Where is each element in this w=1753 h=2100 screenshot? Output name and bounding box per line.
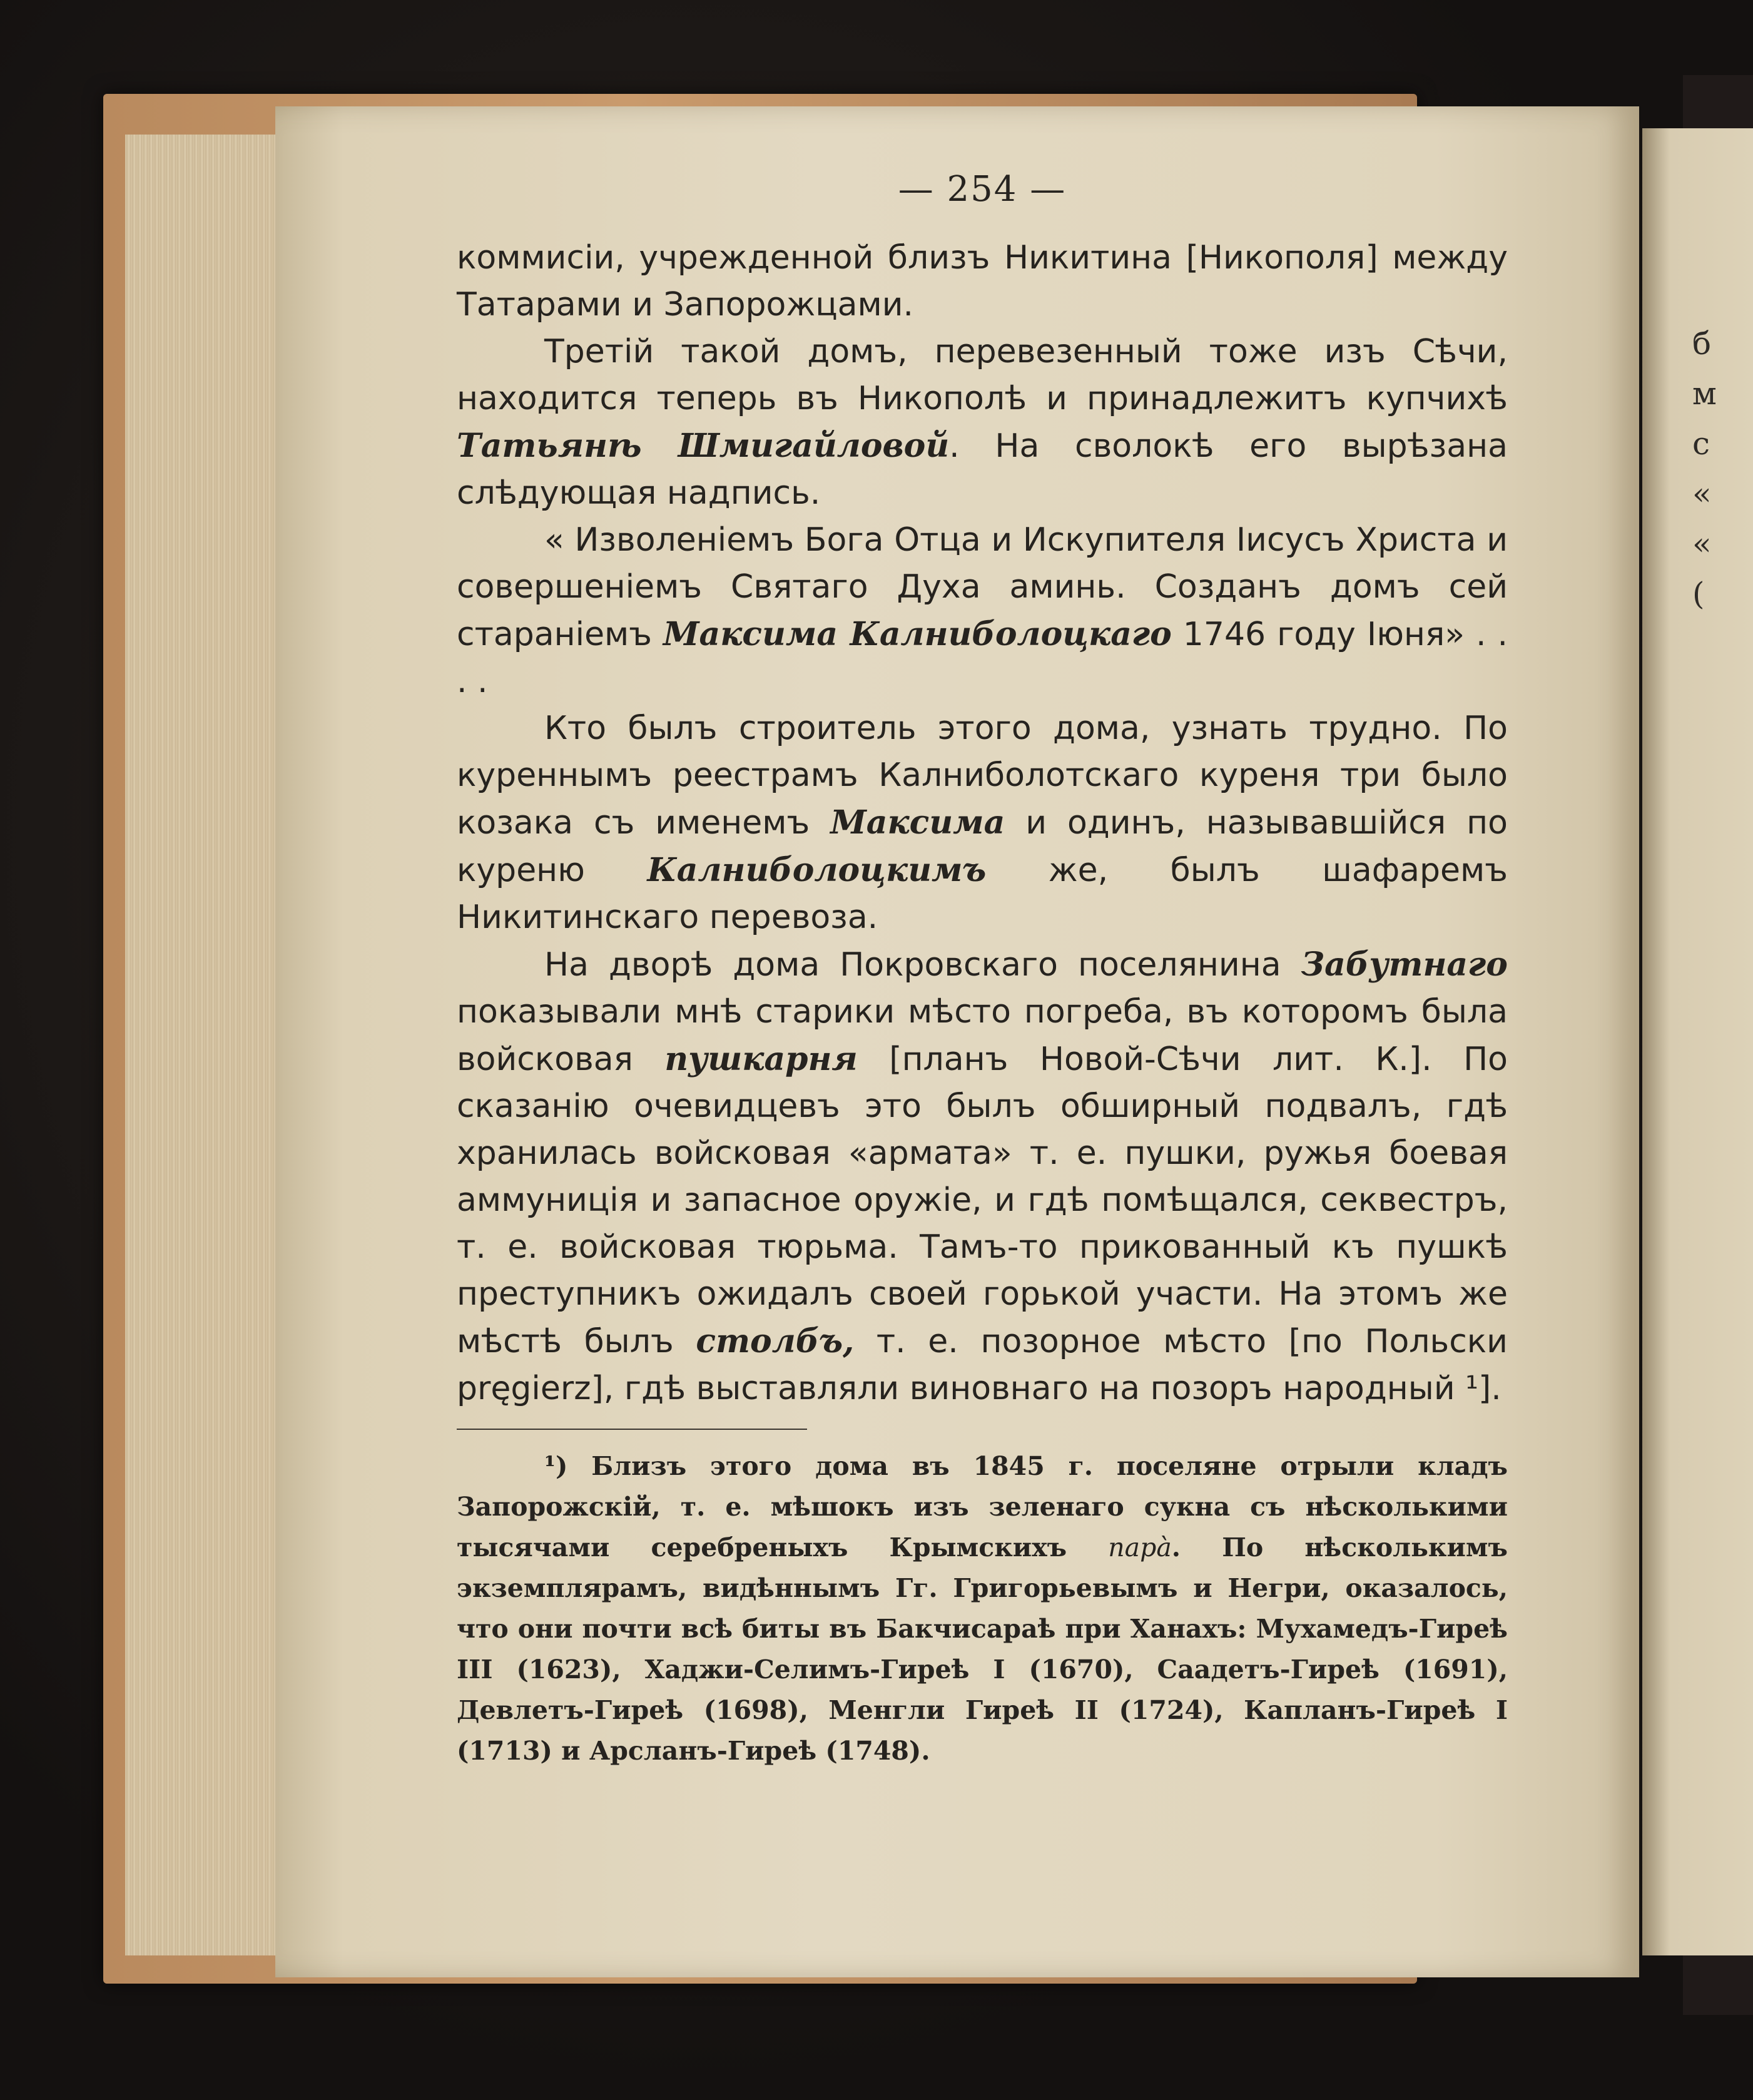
paragraph <box>457 329 1508 517</box>
next-page-glyph: ( <box>1692 576 1705 612</box>
text-run: « Изволеніемъ Бога Отца и Искупителя Іисусъ Христа и совершеніемъ Святаго Духа аминь. Созданъ домъ сей стараніемъ <box>457 521 1508 653</box>
text-run: коммисіи, учрежденной близъ Никитина [Никополя] между Татарами и Запорожцами. <box>457 239 1508 324</box>
text-run: т. е. позорное мѣсто [по Польски pręgierz], гдѣ выставляли виновнаго на позоръ народный ¹]. <box>457 1323 1508 1407</box>
text-run: и одинъ, называвшійся по куреню <box>457 804 1508 889</box>
text-run: . По нѣсколькимъ экземплярамъ, видѣннымъ Гг. Григорьевымъ и Негри, оказалось, что они почти всѣ биты въ Бакчисараѣ при Ханахъ: Мухамедъ-Гиреѣ III (1623), Хаджи-Селимъ-Гиреѣ I (1670), Саадетъ-Гиреѣ (1691), Девлетъ-Гиреѣ (1698), Менгли Гиреѣ II (1724), Капланъ-Гиреѣ I (1713) и Арсланъ-Гиреѣ (1748). <box>457 1532 1508 1766</box>
page-number: — 254 — <box>898 169 1067 210</box>
text-run: Кто былъ строитель этого дома, узнать трудно. По куреннымъ реестрамъ Калниболотскаго куреня три было козака съ именемъ <box>457 710 1508 842</box>
text-run: показывали мнѣ старики мѣсто погреба, въ которомъ была войсковая <box>457 993 1508 1078</box>
text-run: 1746 году Іюня» . . . . <box>457 616 1508 700</box>
text-run: же, былъ шафаремъ Никитинскаго перевоза. <box>457 852 1508 936</box>
next-page-glyph: с <box>1692 426 1710 462</box>
italic-name: Максима <box>830 803 1005 842</box>
paragraphs <box>457 235 1508 1412</box>
paragraph <box>457 705 1508 941</box>
italic-name: парà <box>1108 1532 1172 1562</box>
text-run: ¹) Близъ этого дома въ 1845 г. поселяне отрыли кладъ Запорожскій, т. е. мѣшокъ изъ зеленаго сукна съ нѣсколькими тысячами серебреныхъ Крымскихъ <box>457 1451 1508 1562</box>
text-run: . На сволокѣ его вырѣзана слѣдующая надпись. <box>457 427 1508 512</box>
text-run: На дворѣ дома Покровскаго поселянина <box>544 946 1301 984</box>
paragraph <box>457 517 1508 705</box>
next-page-glyph: м <box>1692 375 1717 412</box>
paragraph <box>457 941 1508 1412</box>
page-text <box>457 169 1508 1771</box>
page-stack <box>125 135 289 1955</box>
footnote-separator <box>457 1429 807 1430</box>
italic-name: Максима Калниболоцкаго <box>663 615 1172 653</box>
italic-name: Татьянѣ Шмигайловой <box>457 427 950 465</box>
next-page-edge <box>1642 128 1753 1955</box>
next-page-glyph: б <box>1692 325 1712 362</box>
next-page-glyph: « <box>1692 526 1712 562</box>
next-page-glyph: « <box>1692 476 1712 512</box>
text-run: [планъ Новой-Сѣчи лит. К.]. По сказанію очевидцевъ это былъ обширный подвалъ, гдѣ хранилась войсковая «армата» т. е. пушки, ружья боевая аммуниція и запасное оружіе, и гдѣ помѣщался, секвестръ, т. е. войсковая тюрьма. Тамъ-то прикованный къ пушкѣ преступникъ ожидалъ своей горькой участи. На этомъ же мѣстѣ былъ <box>457 1041 1508 1360</box>
italic-name: Забутнаго <box>1301 946 1508 984</box>
italic-name: столбъ, <box>696 1322 855 1360</box>
paragraph <box>457 235 1508 329</box>
italic-name: Калниболоцкимъ <box>647 851 987 889</box>
italic-name: пушкарня <box>664 1040 858 1078</box>
footnote <box>457 1446 1508 1771</box>
text-run: Третій такой домъ, перевезенный тоже изъ Сѣчи, находится теперь въ Никополѣ и принадлежитъ купчихѣ <box>457 333 1508 417</box>
